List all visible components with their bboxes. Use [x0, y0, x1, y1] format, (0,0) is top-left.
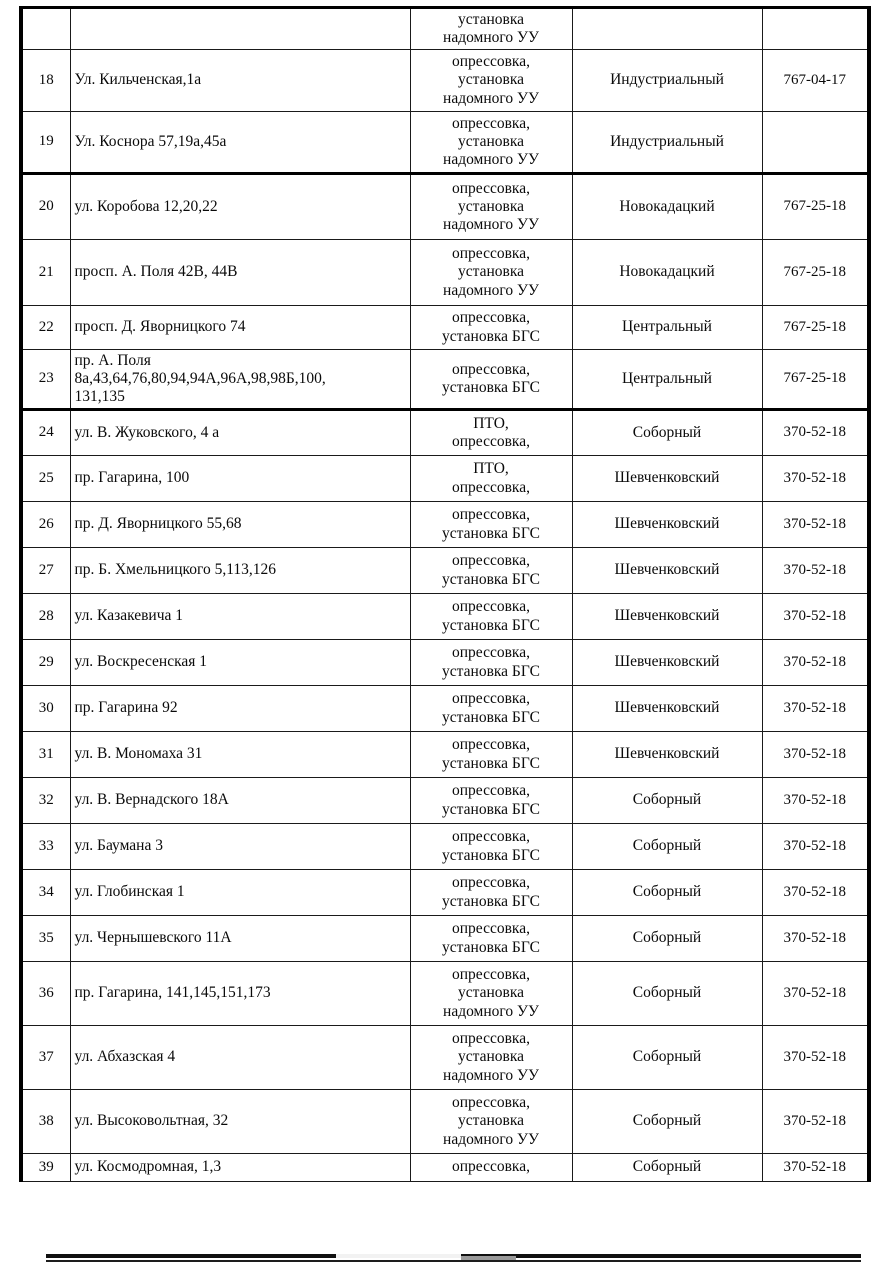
- table-row: [21, 962, 869, 1026]
- cell-phone: 370-52-18: [762, 732, 869, 778]
- cell-works: опрессовка, установка БГС: [410, 640, 572, 686]
- cell-district: Соборный: [572, 962, 762, 1026]
- table-row: [21, 778, 869, 824]
- cell-number: 26: [21, 502, 70, 548]
- cell-district: Новокадацкий: [572, 174, 762, 240]
- cell-number: 18: [21, 50, 70, 112]
- cell-address: Ул. Коснора 57,19а,45а: [70, 112, 410, 174]
- cell-phone: 767-25-18: [762, 350, 869, 410]
- cell-address: пр. Гагарина 92: [70, 686, 410, 732]
- cell-works: установка надомного УУ: [410, 8, 572, 50]
- cell-phone: 370-52-18: [762, 410, 869, 456]
- cell-number: 31: [21, 732, 70, 778]
- cell-address: ул. Казакевича 1: [70, 594, 410, 640]
- table-row: [21, 350, 869, 410]
- horizontal-scrollbar[interactable]: [46, 1254, 861, 1263]
- cell-phone: 370-52-18: [762, 1026, 869, 1090]
- table-row: [21, 50, 869, 112]
- cell-works: ПТО, опрессовка,: [410, 456, 572, 502]
- cell-works: опрессовка, установка надомного УУ: [410, 1026, 572, 1090]
- cell-number: 39: [21, 1154, 70, 1182]
- cell-district: Новокадацкий: [572, 240, 762, 306]
- table-body: [21, 8, 869, 1182]
- cell-works: опрессовка, установка БГС: [410, 350, 572, 410]
- cell-works: опрессовка, установка надомного УУ: [410, 962, 572, 1026]
- cell-number: 19: [21, 112, 70, 174]
- cell-address: пр. А. Поля 8а,43,64,76,80,94,94А,96А,98,98Б,100, 131,135: [70, 350, 410, 410]
- cell-address: ул. Чернышевского 11А: [70, 916, 410, 962]
- cell-phone: 767-25-18: [762, 306, 869, 350]
- cell-district: Шевченковский: [572, 594, 762, 640]
- cell-works: опрессовка, установка надомного УУ: [410, 174, 572, 240]
- cell-phone: 370-52-18: [762, 640, 869, 686]
- table-row: [21, 1026, 869, 1090]
- cell-address: просп. А. Поля 42В, 44В: [70, 240, 410, 306]
- cell-number: 20: [21, 174, 70, 240]
- table-row: [21, 594, 869, 640]
- cell-address: ул. Коробова 12,20,22: [70, 174, 410, 240]
- cell-number: 29: [21, 640, 70, 686]
- cell-works: опрессовка, установка БГС: [410, 778, 572, 824]
- cell-address: ул. Абхазская 4: [70, 1026, 410, 1090]
- table-row: [21, 112, 869, 174]
- cell-phone: [762, 8, 869, 50]
- table-row: [21, 732, 869, 778]
- cell-district: Соборный: [572, 870, 762, 916]
- cell-works: опрессовка, установка БГС: [410, 824, 572, 870]
- cell-number: 24: [21, 410, 70, 456]
- table-row: [21, 502, 869, 548]
- cell-district: Центральный: [572, 306, 762, 350]
- cell-address: ул. Глобинская 1: [70, 870, 410, 916]
- cell-number: 30: [21, 686, 70, 732]
- cell-district: Соборный: [572, 1026, 762, 1090]
- table-row: [21, 640, 869, 686]
- cell-phone: 370-52-18: [762, 594, 869, 640]
- cell-phone: 370-52-18: [762, 456, 869, 502]
- cell-address: просп. Д. Яворницкого 74: [70, 306, 410, 350]
- cell-address: пр. Гагарина, 141,145,151,173: [70, 962, 410, 1026]
- table-row: [21, 306, 869, 350]
- cell-district: Соборный: [572, 916, 762, 962]
- cell-number: 37: [21, 1026, 70, 1090]
- cell-works: опрессовка, установка БГС: [410, 548, 572, 594]
- cell-number: 28: [21, 594, 70, 640]
- cell-address: ул. Воскресенская 1: [70, 640, 410, 686]
- cell-address: ул. Космодромная, 1,3: [70, 1154, 410, 1182]
- cell-district: [572, 8, 762, 50]
- table-row: [21, 456, 869, 502]
- cell-works: опрессовка, установка БГС: [410, 306, 572, 350]
- cell-number: 38: [21, 1090, 70, 1154]
- cell-address: пр. Д. Яворницкого 55,68: [70, 502, 410, 548]
- table-row: [21, 870, 869, 916]
- table-row-clipped-top: [21, 8, 869, 50]
- cell-district: Шевченковский: [572, 548, 762, 594]
- cell-phone: 370-52-18: [762, 962, 869, 1026]
- cell-works: опрессовка, установка БГС: [410, 870, 572, 916]
- cell-district: Центральный: [572, 350, 762, 410]
- table-row: [21, 1154, 869, 1182]
- page-bottom-rule: [46, 1260, 861, 1262]
- cell-phone: 370-52-18: [762, 1090, 869, 1154]
- cell-works: опрессовка, установка надомного УУ: [410, 112, 572, 174]
- cell-district: Шевченковский: [572, 732, 762, 778]
- cell-works: опрессовка, установка БГС: [410, 502, 572, 548]
- cell-address: ул. Высоковольтная, 32: [70, 1090, 410, 1154]
- cell-works: опрессовка, установка БГС: [410, 732, 572, 778]
- cell-phone: 370-52-18: [762, 824, 869, 870]
- cell-phone: 767-04-17: [762, 50, 869, 112]
- cell-address: ул. Баумана 3: [70, 824, 410, 870]
- cell-district: Соборный: [572, 410, 762, 456]
- table-row: [21, 824, 869, 870]
- cell-phone: 370-52-18: [762, 870, 869, 916]
- cell-address: ул. В. Мономаха 31: [70, 732, 410, 778]
- table-row: [21, 916, 869, 962]
- table-row: [21, 1090, 869, 1154]
- cell-district: Соборный: [572, 778, 762, 824]
- cell-address: Ул. Кильченская,1а: [70, 50, 410, 112]
- cell-district: Соборный: [572, 824, 762, 870]
- table-row: [21, 240, 869, 306]
- cell-district: Соборный: [572, 1154, 762, 1182]
- table-row: [21, 174, 869, 240]
- cell-number: 35: [21, 916, 70, 962]
- cell-number: 36: [21, 962, 70, 1026]
- cell-district: Индустриальный: [572, 112, 762, 174]
- cell-district: Индустриальный: [572, 50, 762, 112]
- cell-phone: [762, 112, 869, 174]
- cell-works: опрессовка,: [410, 1154, 572, 1182]
- cell-number: 22: [21, 306, 70, 350]
- cell-works: опрессовка, установка БГС: [410, 686, 572, 732]
- cell-district: Соборный: [572, 1090, 762, 1154]
- cell-works: опрессовка, установка надомного УУ: [410, 240, 572, 306]
- cell-district: Шевченковский: [572, 640, 762, 686]
- cell-phone: 370-52-18: [762, 686, 869, 732]
- cell-number: 25: [21, 456, 70, 502]
- cell-phone: 370-52-18: [762, 778, 869, 824]
- cell-number: 34: [21, 870, 70, 916]
- cell-number: 32: [21, 778, 70, 824]
- cell-district: Шевченковский: [572, 686, 762, 732]
- cell-address: пр. Гагарина, 100: [70, 456, 410, 502]
- cell-phone: 370-52-18: [762, 548, 869, 594]
- cell-district: Шевченковский: [572, 502, 762, 548]
- cell-phone: 767-25-18: [762, 240, 869, 306]
- cell-phone: 370-52-18: [762, 1154, 869, 1182]
- table-row: [21, 548, 869, 594]
- cell-address: ул. В. Жуковского, 4 а: [70, 410, 410, 456]
- cell-number: [21, 8, 70, 50]
- cell-phone: 767-25-18: [762, 174, 869, 240]
- cell-number: 27: [21, 548, 70, 594]
- table-row: [21, 686, 869, 732]
- works-schedule-table: [19, 6, 871, 1182]
- cell-works: ПТО, опрессовка,: [410, 410, 572, 456]
- cell-number: 23: [21, 350, 70, 410]
- cell-works: опрессовка, установка надомного УУ: [410, 50, 572, 112]
- cell-phone: 370-52-18: [762, 916, 869, 962]
- cell-district: Шевченковский: [572, 456, 762, 502]
- cell-works: опрессовка, установка БГС: [410, 594, 572, 640]
- cell-number: 21: [21, 240, 70, 306]
- cell-works: опрессовка, установка надомного УУ: [410, 1090, 572, 1154]
- cell-number: 33: [21, 824, 70, 870]
- cell-address: [70, 8, 410, 50]
- cell-works: опрессовка, установка БГС: [410, 916, 572, 962]
- table-row: [21, 410, 869, 456]
- scrollbar-thumb[interactable]: [336, 1254, 461, 1258]
- cell-phone: 370-52-18: [762, 502, 869, 548]
- cell-address: ул. В. Вернадского 18А: [70, 778, 410, 824]
- cell-address: пр. Б. Хмельницкого 5,113,126: [70, 548, 410, 594]
